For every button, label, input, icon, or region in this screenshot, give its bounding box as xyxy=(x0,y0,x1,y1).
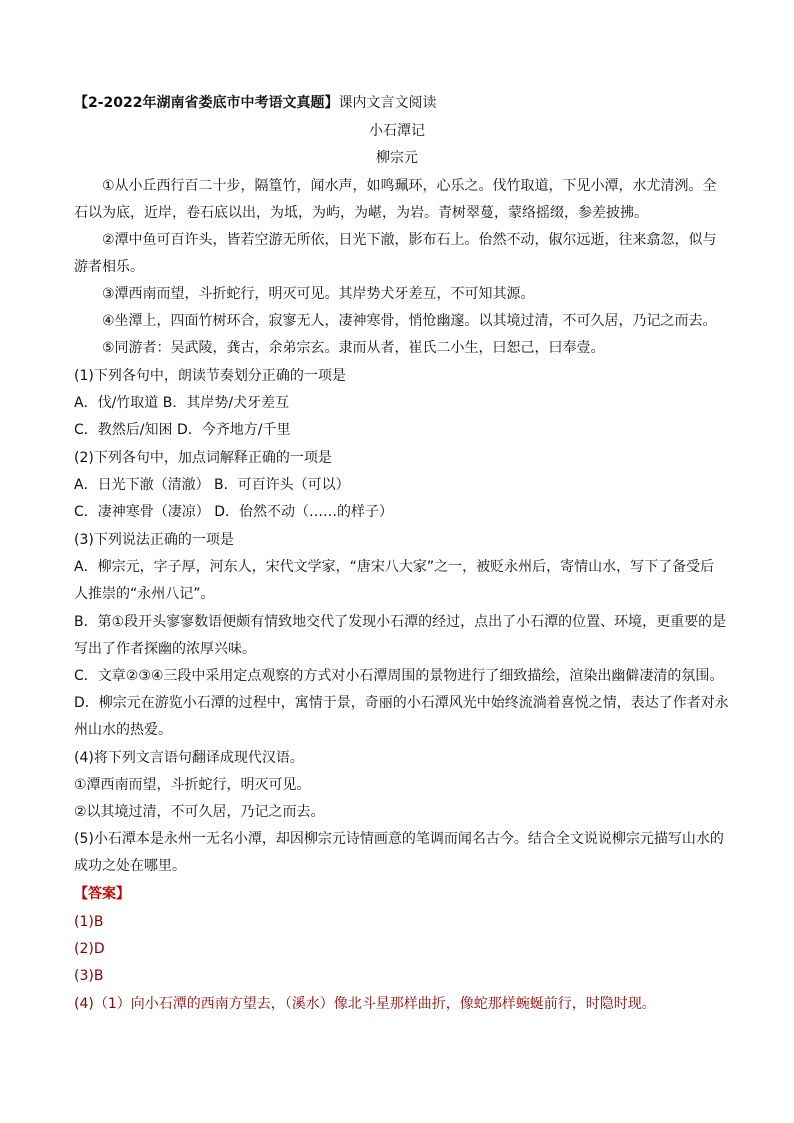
answer-3: (3)B xyxy=(74,968,104,984)
question-3-option-b-line-2: 写出了作者探幽的浓厚兴味。 xyxy=(74,641,256,657)
question-3-option-c: C．文章②③④三段中采用定点观察的方式对小石潭周围的景物进行了细致描绘，渲染出幽僻凄清的氛围。 xyxy=(74,668,724,684)
question-1-options-ab: A．伐/竹取道 B．其岸势/犬牙差互 xyxy=(74,395,290,411)
essay-title: 小石潭记 xyxy=(369,123,425,139)
question-1-options-cd: C．教然后/知困 D．今齐地方/千里 xyxy=(74,422,291,438)
question-2-options-ab: A．日光下澈（清澈） B．可百许头（可以） xyxy=(74,477,350,493)
paragraph-1-line-1: ①从小丘西行百二十步，隔篁竹，闻水声，如鸣珮环，心乐之。伐竹取道，下见小潭，水尤清洌。全 xyxy=(102,178,717,194)
question-3-option-d-line-2: 州山水的热爱。 xyxy=(74,722,172,738)
question-3-option-a-line-1: A．柳宗元，字子厚，河东人，宋代文学家，“唐宋八大家”之一，被贬永州后，寄情山水，写下了备受后 xyxy=(74,559,715,575)
paragraph-3: ③潭西南而望，斗折蛇行，明灭可见。其岸势犬牙差互，不可知其源。 xyxy=(102,286,535,302)
essay-author: 柳宗元 xyxy=(376,150,418,166)
question-3-option-d-line-1: D．柳宗元在游览小石潭的过程中，寓情于景，奇丽的小石潭风光中始终流淌着喜悦之情，表达了作者对永 xyxy=(74,695,729,711)
exam-source: 【2-2022年湖南省娄底市中考语文真题】 xyxy=(74,95,339,111)
paragraph-2-line-2: 游者相乐。 xyxy=(74,259,144,275)
question-3: (3)下列说法正确的一项是 xyxy=(74,532,234,548)
question-3-option-b-line-1: B．第①段开头寥寥数语便颇有情致地交代了发现小石潭的经过，点出了小石潭的位置、环境，更重要的是 xyxy=(74,614,727,630)
answer-4: (4)（1）向小石潭的西南方望去，（溪水）像北斗星那样曲折，像蛇那样蜿蜒前行，时隐时现。 xyxy=(74,996,656,1012)
question-4: (4)将下列文言语句翻译成现代汉语。 xyxy=(74,750,304,766)
answer-label: 【答案】 xyxy=(74,886,130,902)
header-line xyxy=(74,94,437,112)
question-2: (2)下列各句中，加点词解释正确的一项是 xyxy=(74,450,332,466)
paragraph-5: ⑤同游者：吴武陵，龚古，余弟宗玄。隶而从者，崔氏二小生，曰恕己，曰奉壹。 xyxy=(102,340,605,356)
paragraph-1-line-2: 石以为底，近岸，卷石底以出，为坻，为屿，为嵁，为岩。青树翠蔓，蒙络摇缀，参差披拂。 xyxy=(74,205,648,221)
answer-1: (1)B xyxy=(74,914,104,930)
question-4-item-1: ①潭西南而望，斗折蛇行，明灭可见。 xyxy=(74,777,311,793)
question-2-options-cd: C．凄神寒骨（凄凉） D．佁然不动（……的样子） xyxy=(74,504,394,520)
question-5-line-1: (5)小石潭本是永州一无名小潭，却因柳宗元诗情画意的笔调而闻名古今。结合全文说说柳宗元描写山水的 xyxy=(74,831,724,847)
question-4-item-2: ②以其境过清，不可久居，乃记之而去。 xyxy=(74,804,325,820)
question-5-line-2: 成功之处在哪里。 xyxy=(74,858,186,874)
question-3-option-a-line-2: 人推崇的“永州八记”。 xyxy=(74,586,215,602)
answer-2: (2)D xyxy=(74,941,105,957)
paragraph-2-line-1: ②潭中鱼可百许头，皆若空游无所依，日光下澈，影布石上。佁然不动，俶尔远逝，往来翕忽，似与 xyxy=(102,232,717,248)
paragraph-4: ④坐潭上，四面竹树环合，寂寥无人，凄神寒骨，悄怆幽邃。以其境过清，不可久居，乃记之而去。 xyxy=(102,313,717,329)
section-title: 课内文言文阅读 xyxy=(338,95,437,111)
question-1: (1)下列各句中，朗读节奏划分正确的一项是 xyxy=(74,368,346,384)
